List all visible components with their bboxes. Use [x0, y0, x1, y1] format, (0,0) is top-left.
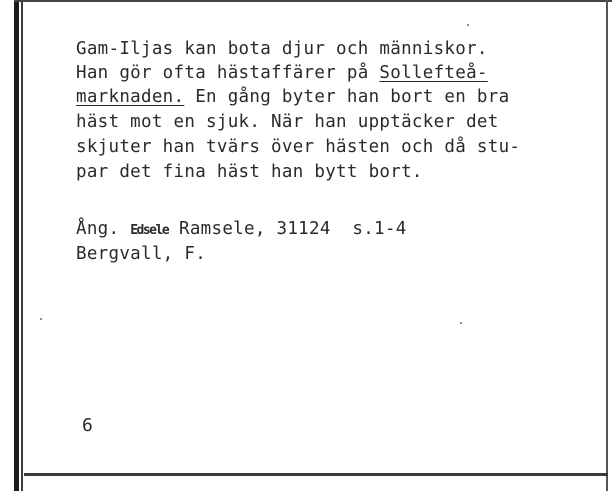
place-name-underlined-cont: marknaden.: [76, 87, 185, 107]
card-left-inner-border: [21, 0, 23, 491]
text-line-6: par det fina häst han bytt bort.: [76, 162, 423, 182]
text-line-1: Gam-Iljas kan bota djur och människor.: [76, 39, 488, 59]
source-line: [76, 218, 407, 242]
source-prefix: Ång.: [76, 219, 131, 239]
source-reference: Ramsele, 31124 s.1-4: [168, 219, 407, 239]
card-bottom-border: [24, 473, 608, 476]
text-line-2: [76, 62, 488, 84]
text-line-2a: Han gör ofta hästaffärer på: [76, 63, 380, 83]
struck-out-word: Edsele: [130, 223, 169, 238]
card-top-border: [14, 0, 612, 2]
ink-speck: [467, 24, 469, 26]
text-line-3: [76, 86, 509, 108]
ink-speck: [40, 318, 42, 320]
place-name-underlined: Sollefteå-: [379, 63, 488, 83]
text-line-5: skjuter han tvärs över hästen och då stu-: [76, 137, 521, 157]
text-line-3b: En gång byter han bort en bra: [184, 87, 510, 107]
ink-speck: [460, 322, 462, 324]
card-left-border: [14, 0, 19, 491]
card-right-border: [606, 0, 608, 491]
page-number: 6: [82, 415, 93, 436]
informant-line: Bergvall, F.: [76, 244, 207, 264]
text-line-4: häst mot en sjuk. När han upptäcker det: [76, 112, 499, 132]
